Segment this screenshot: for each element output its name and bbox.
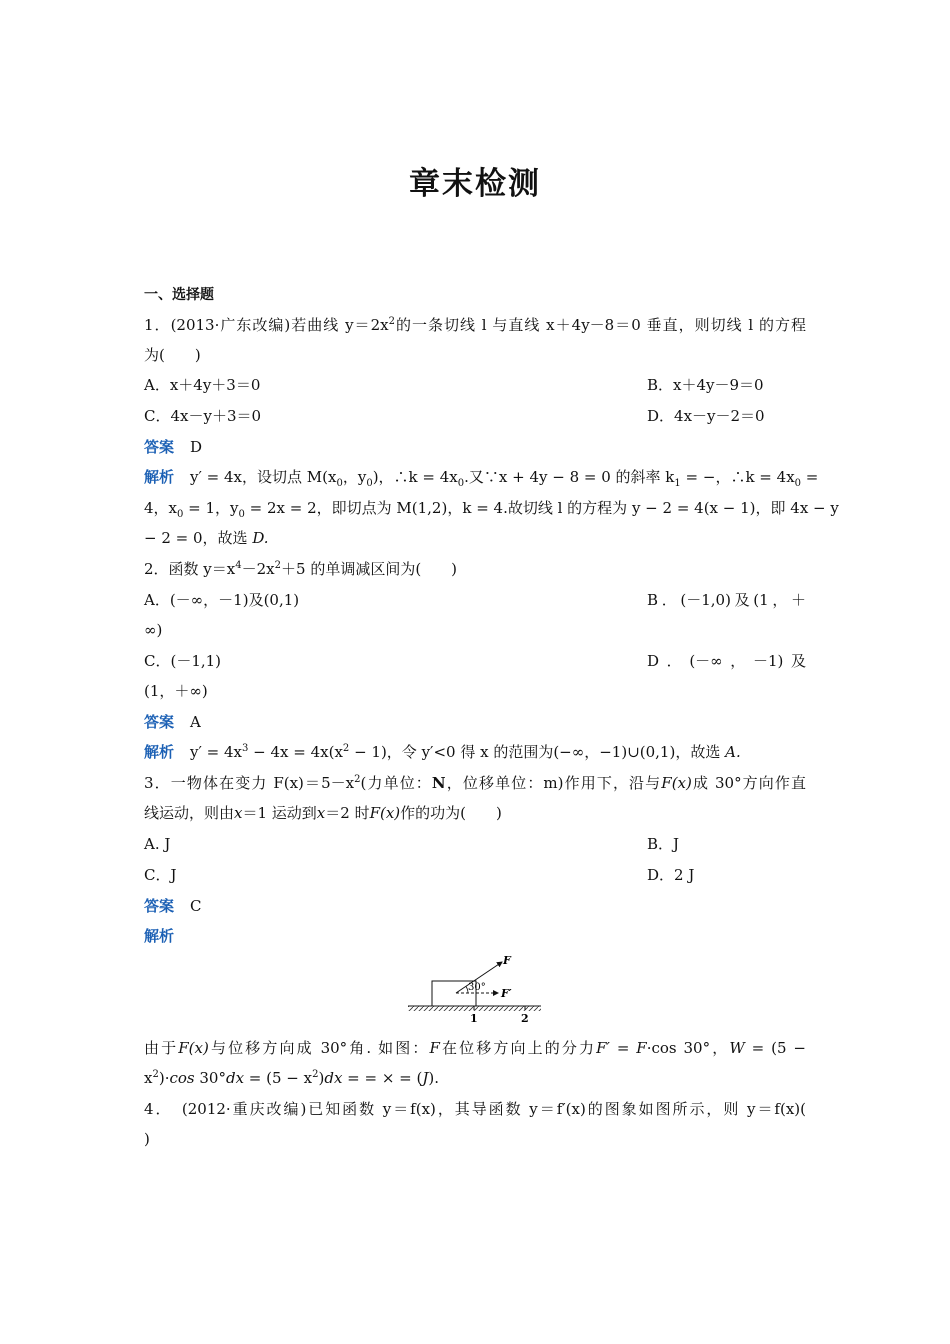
q3-option-a: A. J: [144, 835, 171, 853]
analysis-tag: 解析: [144, 743, 175, 761]
q1-option-a: A．x＋4y＋3＝0: [144, 376, 261, 394]
q1-option-b: B．x＋4y－9＝0: [647, 376, 764, 394]
q2-stem: 2．函数 $y=x^4-2x^2+5$ 的单调减区间为( ): [144, 560, 458, 578]
answer-tag: 答案: [144, 438, 175, 456]
answer-tag: 答案: [144, 897, 175, 915]
q3-option-d: D．2 J: [647, 866, 695, 884]
label-tick-1: 1: [470, 1012, 478, 1025]
q2-option-a: A．(－∞，－1)及(0,1): [144, 591, 300, 609]
q1-analysis-line1: 解析 y′ = 4x，设切点 $M(x_0$，$y_0$)，∴k = $4x_0$.又∵x + 4y − 8 = 0 的斜率 $k_1$ = −，∴k = $4x_0$ =: [144, 468, 819, 489]
q1-option-d: D．4x－y－2＝0: [647, 407, 765, 425]
q3-option-c: C．J: [144, 866, 177, 884]
q4-stem-line2: ): [144, 1130, 150, 1148]
q3-option-b: B．J: [647, 835, 680, 853]
analysis-tag: 解析: [144, 927, 175, 945]
analysis-tag: 解析: [144, 468, 175, 486]
label-f-prime: F′: [501, 987, 512, 1000]
force-diagram: [408, 952, 543, 1027]
label-f: F: [503, 954, 511, 967]
q3-answer: 答案 C: [144, 897, 202, 915]
q4-stem-line1: 4． (2012·重庆改编)已知函数 y＝f(x)，其导函数 y＝f′(x)的图象如图所示，则 y＝f(x)(: [144, 1100, 806, 1118]
q1-analysis-line2: 4，$x_0 = 1$，$y_0 = 2x = 2$，即切点为 M(1,2)，k = 4.故切线 l 的方程为 y − 2 = 4(x − 1)，即 4x − y: [144, 499, 839, 520]
q2-option-d: D．(－∞，－1)及: [647, 652, 806, 670]
q2-analysis: 解析 $y' = 4x^3 - 4x = 4x(x^2 - 1)$，令 y′<0 得 x 的范围为(−∞，−1)∪(0,1)，故选 A.: [144, 743, 741, 761]
q1-stem-line1: 1．(2013·广东改编)若曲线 $y=2x^2$的一条切线 l 与直线 x＋4y－8＝0 垂直，则切线 l 的方程: [144, 316, 806, 334]
q2-answer: 答案 A: [144, 713, 201, 731]
q1-stem-line2: 为( ): [144, 346, 201, 364]
answer-tag: 答案: [144, 713, 175, 731]
page-title: 章末检测: [409, 166, 541, 202]
q2-option-b-cont: ∞): [144, 621, 163, 639]
q3-solution-line1: 由于F(x)与位移方向成 30°角. 如图：F在位移方向上的分力F′ = F·cos 30°，W = (5 −: [144, 1039, 806, 1057]
q2-option-d-cont: (1，＋∞): [144, 682, 208, 700]
q3-analysis-label: [144, 926, 806, 946]
q1-analysis-line3: − 2 = 0，故选 D.: [144, 529, 269, 547]
label-angle: 30°: [468, 982, 486, 993]
q1-answer: 答案 D: [144, 438, 203, 456]
q1-option-c: C．4x－y＋3＝0: [144, 407, 262, 425]
q3-solution-line2: $x^2)\cdot\cos$ $30^\circ dx = (5 - x^2)dx$ = = × = (J).: [144, 1069, 440, 1087]
q2-option-b: B．(－1,0)及(1，＋: [647, 591, 806, 609]
q3-stem-line2: 线运动，则由x＝1 运动到x＝2 时F(x)作的功为( ): [144, 804, 502, 822]
section-heading: 一、选择题: [144, 287, 214, 303]
q3-stem-line1: 3．一物体在变力 $F(x)=5-x^2$(力单位：N，位移单位：m)作用下，沿与F(x)成 30°方向作直: [144, 774, 807, 792]
q2-option-c: C．(－1,1): [144, 652, 222, 670]
label-tick-2: 2: [521, 1012, 529, 1025]
